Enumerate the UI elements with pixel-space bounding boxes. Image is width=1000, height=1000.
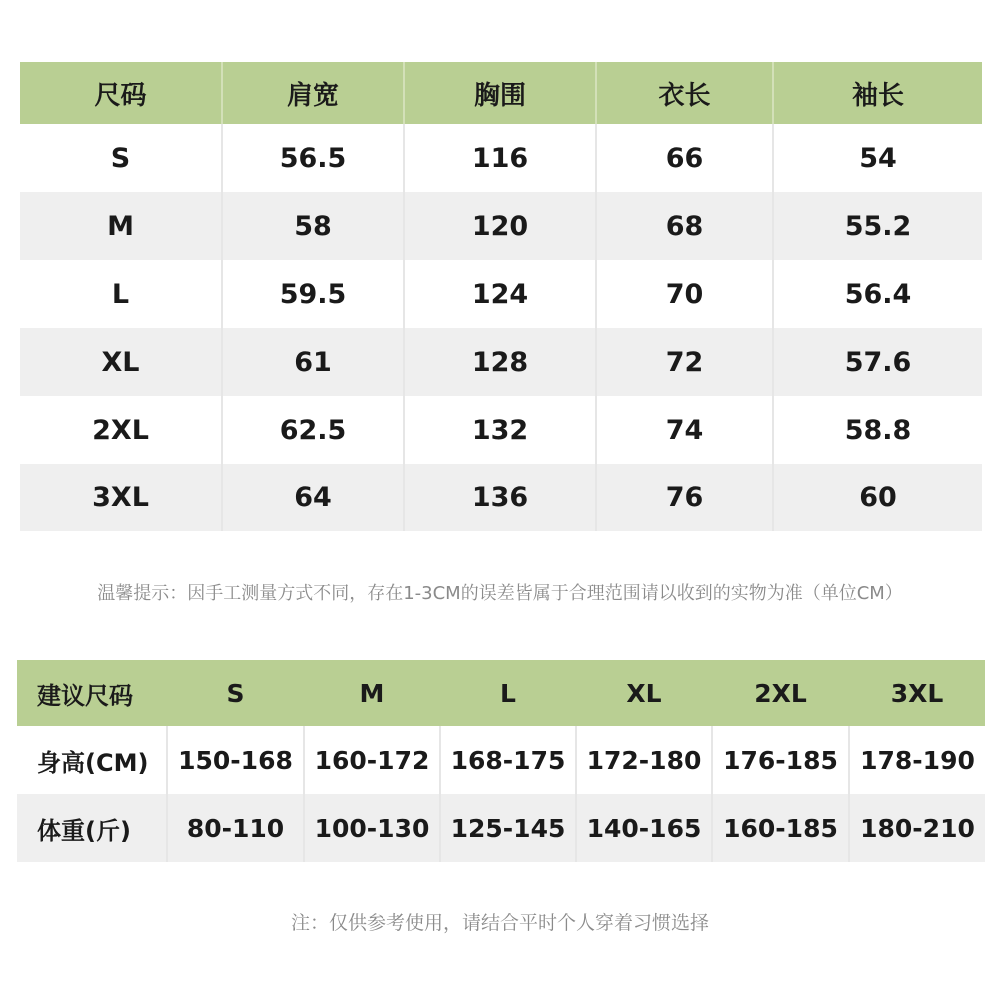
- cell-length: 68: [596, 192, 773, 260]
- table-row: [20, 124, 982, 192]
- table-row: [20, 192, 982, 260]
- table-row-height: [17, 726, 985, 794]
- header-size-2xl: 2XL: [712, 660, 849, 726]
- cell-length: 74: [596, 396, 773, 464]
- reference-note: 注：仅供参考使用，请结合平时个人穿着习惯选择: [290, 912, 709, 934]
- cell-weight-range: 125-145: [440, 794, 576, 862]
- cell-sleeve-length: 54: [773, 124, 982, 192]
- cell-sleeve-length: 58.8: [773, 396, 982, 464]
- cell-size: XL: [20, 328, 222, 396]
- table-row: [20, 328, 982, 396]
- header-size-3xl: 3XL: [849, 660, 985, 726]
- cell-chest: 128: [404, 328, 596, 396]
- recommended-size-table: [17, 660, 985, 862]
- header-size-xl: XL: [576, 660, 712, 726]
- recommend-header-row: [17, 660, 985, 726]
- cell-shoulder-width: 61: [222, 328, 404, 396]
- header-recommended-size: 建议尺码: [17, 660, 167, 726]
- size-chart-header-row: [20, 62, 982, 124]
- cell-chest: 116: [404, 124, 596, 192]
- cell-height-range: 168-175: [440, 726, 576, 794]
- cell-chest: 124: [404, 260, 596, 328]
- cell-size: L: [20, 260, 222, 328]
- cell-shoulder-width: 62.5: [222, 396, 404, 464]
- cell-chest: 120: [404, 192, 596, 260]
- table-row: [20, 396, 982, 464]
- cell-sleeve-length: 57.6: [773, 328, 982, 396]
- cell-length: 76: [596, 464, 773, 531]
- cell-height-range: 178-190: [849, 726, 985, 794]
- table-row-weight: [17, 794, 985, 862]
- header-size-s: S: [167, 660, 304, 726]
- cell-chest: 136: [404, 464, 596, 531]
- cell-size: 2XL: [20, 396, 222, 464]
- cell-weight-range: 140-165: [576, 794, 712, 862]
- cell-sleeve-length: 55.2: [773, 192, 982, 260]
- cell-height-range: 172-180: [576, 726, 712, 794]
- measurement-note: 温馨提示：因手工测量方式不同，存在1-3CM的误差皆属于合理范围请以收到的实物为准（单位CM）: [97, 583, 903, 604]
- cell-length: 72: [596, 328, 773, 396]
- cell-weight-range: 160-185: [712, 794, 849, 862]
- cell-length: 66: [596, 124, 773, 192]
- cell-size: M: [20, 192, 222, 260]
- cell-weight-range: 80-110: [167, 794, 304, 862]
- row-label-weight: 体重(斤): [17, 794, 167, 862]
- header-size: 尺码: [20, 62, 222, 124]
- cell-weight-range: 180-210: [849, 794, 985, 862]
- table-row: [20, 260, 982, 328]
- cell-length: 70: [596, 260, 773, 328]
- cell-sleeve-length: 60: [773, 464, 982, 531]
- cell-shoulder-width: 64: [222, 464, 404, 531]
- cell-shoulder-width: 58: [222, 192, 404, 260]
- header-length: 衣长: [596, 62, 773, 124]
- cell-height-range: 150-168: [167, 726, 304, 794]
- header-chest: 胸围: [404, 62, 596, 124]
- cell-height-range: 176-185: [712, 726, 849, 794]
- cell-shoulder-width: 56.5: [222, 124, 404, 192]
- size-chart-table: [20, 62, 982, 531]
- cell-sleeve-length: 56.4: [773, 260, 982, 328]
- table-row: [20, 464, 982, 531]
- cell-height-range: 160-172: [304, 726, 440, 794]
- cell-weight-range: 100-130: [304, 794, 440, 862]
- header-size-l: L: [440, 660, 576, 726]
- cell-chest: 132: [404, 396, 596, 464]
- row-label-height: 身高(CM): [17, 726, 167, 794]
- cell-shoulder-width: 59.5: [222, 260, 404, 328]
- cell-size: 3XL: [20, 464, 222, 531]
- header-sleeve-length: 袖长: [773, 62, 982, 124]
- cell-size: S: [20, 124, 222, 192]
- header-shoulder-width: 肩宽: [222, 62, 404, 124]
- header-size-m: M: [304, 660, 440, 726]
